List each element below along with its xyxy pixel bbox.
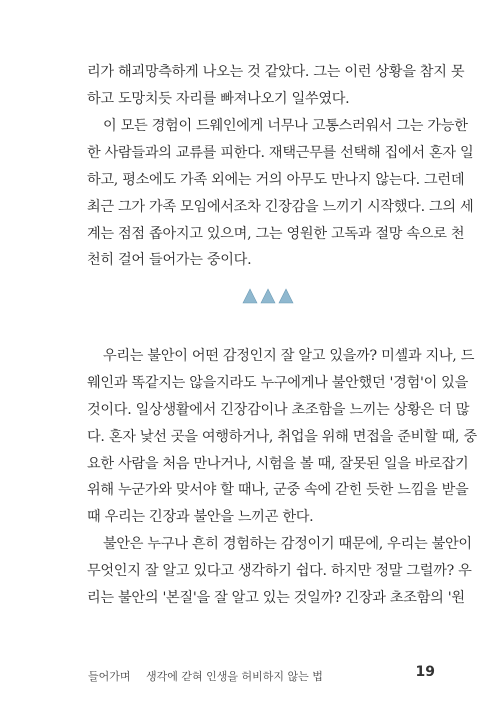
text-line: 한 사람들과의 교류를 피한다. 재택근무를 선택해 집에서 혼자 일 [87,144,474,161]
footer-book-title: 생각에 갇혀 인생을 허비하지 않는 법 [146,670,323,683]
text-line: 하고 도망치듯 자리를 빠져나오기 일쑤였다. [87,90,350,107]
text-line: 최근 그가 가족 모임에서조차 긴장감을 느끼기 시작했다. 그의 세 [87,198,474,215]
text-line: 때 우리는 긴장과 불안을 느끼곤 한다. [87,509,314,526]
footer-section: 들어가며 [88,670,131,683]
text-line: 리가 해괴망측하게 나오는 것 같았다. 그는 이런 상황을 참지 못 [87,64,465,80]
text-line: 이 모든 경험이 드웨인에게 너무나 고통스러워서 그는 가능한 [103,118,468,134]
text-line: 것이다. 일상생활에서 긴장감이나 초조함을 느끼는 상황은 더 많 [87,401,470,418]
paragraph-continued [87,59,465,113]
text-line: 무엇인지 잘 알고 있다고 생각하기 쉽다. 하지만 정말 그럴까? 우 [87,562,472,579]
text-line: 계는 점점 좁아지고 있으며, 그는 영원한 고독과 절망 속으로 천 [87,225,465,242]
running-footer [88,668,335,684]
text-line: 천히 걸어 들어가는 중이다. [87,252,252,269]
text-line: 다. 혼자 낯선 곳을 여행하거나, 취업을 위해 면접을 준비할 때, 중 [87,428,477,445]
text-line: 우리는 불안이 어떤 감정인지 잘 알고 있을까? 미셸과 지나, 드 [103,348,475,364]
text-line: 하고, 평소에도 가족 외에는 거의 아무도 만나지 않는다. 그런데 [87,171,465,188]
paragraph-anxiety-experience [87,343,477,531]
text-line: 위해 누군가와 맞서야 할 때나, 군중 속에 갇힌 듯한 느낌을 받을 [87,482,469,499]
text-line: 불안은 누구나 흔히 경험하는 감정이기 때문에, 우리는 불안이 [103,536,472,552]
triangle-icon [261,289,275,303]
paragraph-anxiety-nature [87,531,472,612]
text-line: 웨인과 똑같지는 않을지라도 누구에게나 불안했던 '경험'이 있을 [87,374,468,391]
section-divider-ornament [242,288,294,304]
paragraph-dwayne [87,113,474,274]
triangle-icon [279,289,293,303]
text-line: 요한 사람을 처음 만나거나, 시험을 볼 때, 잘못된 일을 바로잡기 [87,455,469,472]
triangle-icon [243,289,257,303]
page-number: 19 [415,664,435,680]
text-line: 리는 불안의 '본질'을 잘 알고 있는 것일까? 긴장과 초조함의 '원 [87,589,465,606]
